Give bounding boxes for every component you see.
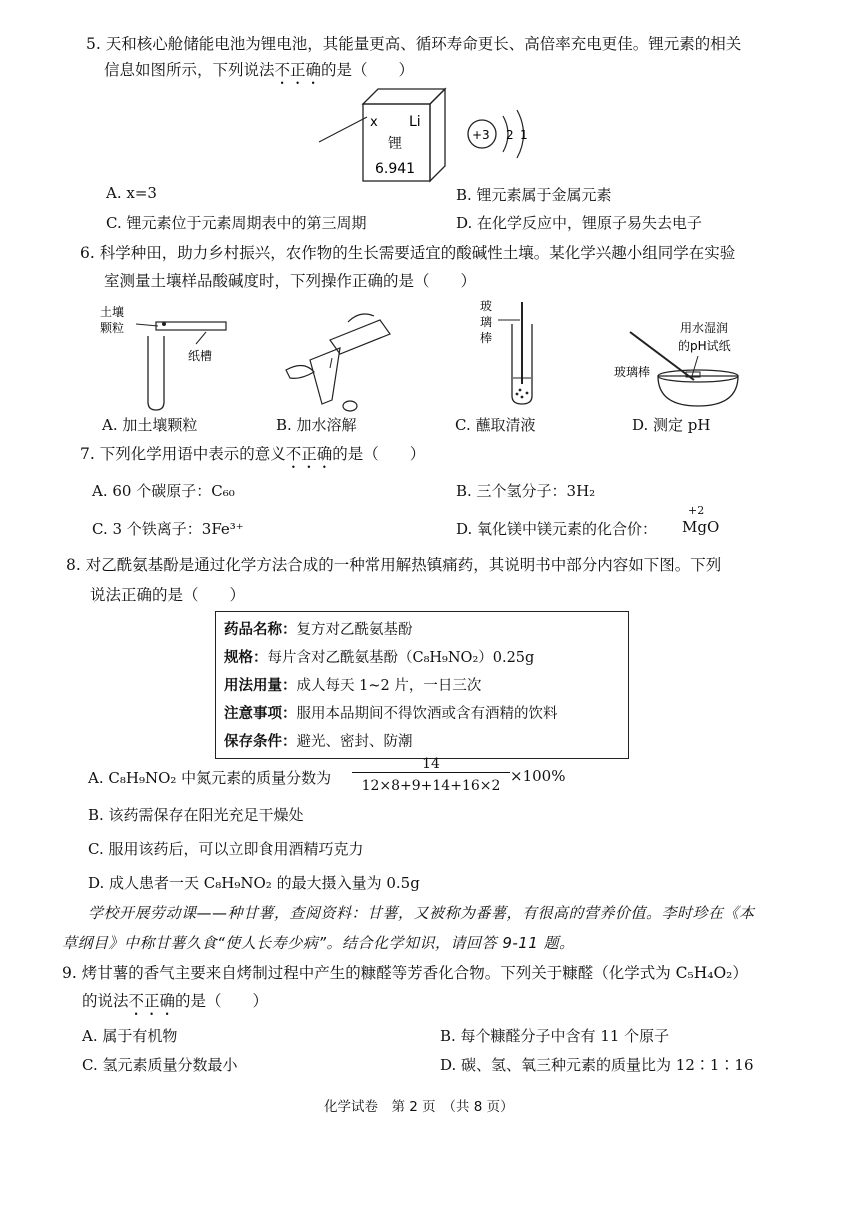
- drug-row-name: 药品名称：复方对乙酰氨基酚: [224, 622, 413, 638]
- q5-fig-x: x: [370, 115, 378, 130]
- q5-option-d: D. 在化学反应中，锂原子易失去电子: [456, 214, 703, 232]
- q8-option-b: B. 该药需保存在阳光充足干燥处: [88, 806, 304, 824]
- q8-fraction-denominator: 12×8+9+14+16×2: [361, 778, 501, 794]
- page-footer: 化学试卷 第 2 页 （共 8 页）: [324, 1099, 514, 1115]
- q6-label-paper: 纸槽: [188, 349, 213, 363]
- q5-stem-line2: [104, 59, 414, 88]
- q9-option-a: A. 属于有机物: [82, 1027, 178, 1045]
- q5-stem-line1: 5. 天和核心舱储能电池为锂电池，其能量更高、循环寿命更长、高倍率充电更佳。锂元素的相关: [86, 35, 742, 53]
- q5-option-b: B. 锂元素属于金属元素: [456, 186, 612, 204]
- q6-option-d: D. 测定 pH: [632, 416, 711, 434]
- q5-fig-symbol: Li: [409, 114, 421, 130]
- q5-stem-pre: 信息如图所示，下列说法: [104, 61, 275, 79]
- q8-option-a-text: A. C₈H₉NO₂ 中氮元素的质量分数为: [88, 769, 332, 787]
- q9-stem-pre: 的说法: [82, 992, 129, 1010]
- q9-stem-line2: [82, 990, 268, 1019]
- q5-option-c: C. 锂元素位于元素周期表中的第三周期: [106, 214, 367, 232]
- q9-option-d: D. 碳、氢、氧三种元素的质量比为 12∶1∶16: [440, 1056, 754, 1074]
- q6-label-rod1: 玻: [480, 299, 493, 313]
- q5-fig-shell1: 2: [506, 128, 514, 142]
- drug-row-caution: 注意事项：服用本品期间不得饮酒或含有酒精的饮料: [224, 706, 558, 722]
- q6-figure-a: [96, 300, 236, 412]
- q7-mgo: MgO: [682, 518, 720, 536]
- q8-option-a-suffix: ×100%: [510, 767, 566, 785]
- drug-row-dosage: 用法用量：成人每天 1~2 片，一日三次: [224, 678, 482, 694]
- q5-stem-post: 的是（ ）: [321, 61, 415, 79]
- q9-option-b: B. 每个糠醛分子中含有 11 个原子: [440, 1027, 670, 1045]
- q5-option-a: A. x=3: [106, 184, 157, 202]
- q9-stem-post: 的是（ ）: [175, 992, 269, 1010]
- q7-emphasis: 不正确: [285, 445, 333, 463]
- q6-figure-d: [602, 318, 762, 412]
- drug-row-storage: 保存条件：避光、密封、防潮: [224, 734, 413, 750]
- q6-stem-line2: 室测量土壤样品酸碱度时，下列操作正确的是（ ）: [104, 272, 477, 290]
- q5-fig-mass: 6.941: [375, 161, 416, 177]
- q6-option-a: A. 加土壤颗粒: [102, 416, 198, 434]
- q6-stem-line1: 6. 科学种田，助力乡村振兴，农作物的生长需要适宜的酸碱性土壤。某化学兴趣小组同学在实验: [80, 244, 736, 262]
- q5-emphasis: 不正确: [274, 61, 322, 79]
- drug-row-spec: 规格：每片含对乙酰氨基酚（C₈H₉NO₂）0.25g: [224, 650, 535, 666]
- q9-option-c: C. 氢元素质量分数最小: [82, 1056, 238, 1074]
- q8-stem-line1: 8. 对乙酰氨基酚是通过化学方法合成的一种常用解热镇痛药，其说明书中部分内容如下图。下列: [66, 556, 722, 574]
- q6-label-rod2: 璃: [480, 315, 493, 329]
- q6-figure-c: [476, 296, 556, 412]
- q7-option-d: D. 氧化镁中镁元素的化合价：: [456, 520, 658, 538]
- q6-label-soil2: 颗粒: [100, 321, 125, 335]
- q6-label-wet2: 的pH试纸: [678, 339, 731, 353]
- q5-fig-name: 锂: [388, 136, 402, 152]
- q6-label-soil1: 土壤: [100, 305, 125, 319]
- q6-label-rod: 玻璃棒: [614, 365, 651, 379]
- q7-valence: +2: [688, 504, 705, 517]
- q6-label-wet1: 用水湿润: [680, 321, 729, 335]
- q8-fraction-numerator: 14: [352, 756, 510, 773]
- q5-fig-shell2: 1: [520, 128, 528, 142]
- q7-stem: [80, 443, 425, 472]
- q7-option-b: B. 三个氢分子：3H₂: [456, 482, 596, 500]
- drug-label-box: [215, 611, 629, 759]
- intro-line1: 学校开展劳动课——种甘薯，查阅资料：甘薯，又被称为番薯，有很高的营养价值。李时珍在《本: [88, 904, 755, 922]
- intro-line2: 草纲目》中称甘薯久食“使人长寿少病”。结合化学知识，请回答 9-11 题。: [62, 934, 575, 952]
- q6-option-c: C. 蘸取清液: [455, 416, 536, 434]
- q6-option-b: B. 加水溶解: [276, 416, 357, 434]
- q7-option-c: C. 3 个铁离子：3Fe³⁺: [92, 520, 244, 538]
- q7-stem-post: 的是（ ）: [332, 445, 426, 463]
- q9-emphasis: 不正确: [128, 992, 176, 1010]
- q7-stem-pre: 7. 下列化学用语中表示的意义: [80, 445, 286, 463]
- q5-fig-nucleus: +3: [472, 128, 490, 142]
- q7-option-a: A. 60 个碳原子：C₆₀: [92, 482, 235, 500]
- q6-figure-b: [270, 300, 410, 412]
- q5-figure: [315, 86, 545, 186]
- q8-option-c: C. 服用该药后，可以立即食用酒精巧克力: [88, 840, 364, 858]
- q9-stem-line1: 9. 烤甘薯的香气主要来自烤制过程中产生的糠醛等芳香化合物。下列关于糠醛（化学式为 C₅H₄O₂）: [62, 964, 748, 982]
- q6-label-rod3: 棒: [480, 331, 493, 345]
- q8-option-d: D. 成人患者一天 C₈H₉NO₂ 的最大摄入量为 0.5g: [88, 874, 420, 892]
- q8-stem-line2: 说法正确的是（ ）: [90, 586, 246, 604]
